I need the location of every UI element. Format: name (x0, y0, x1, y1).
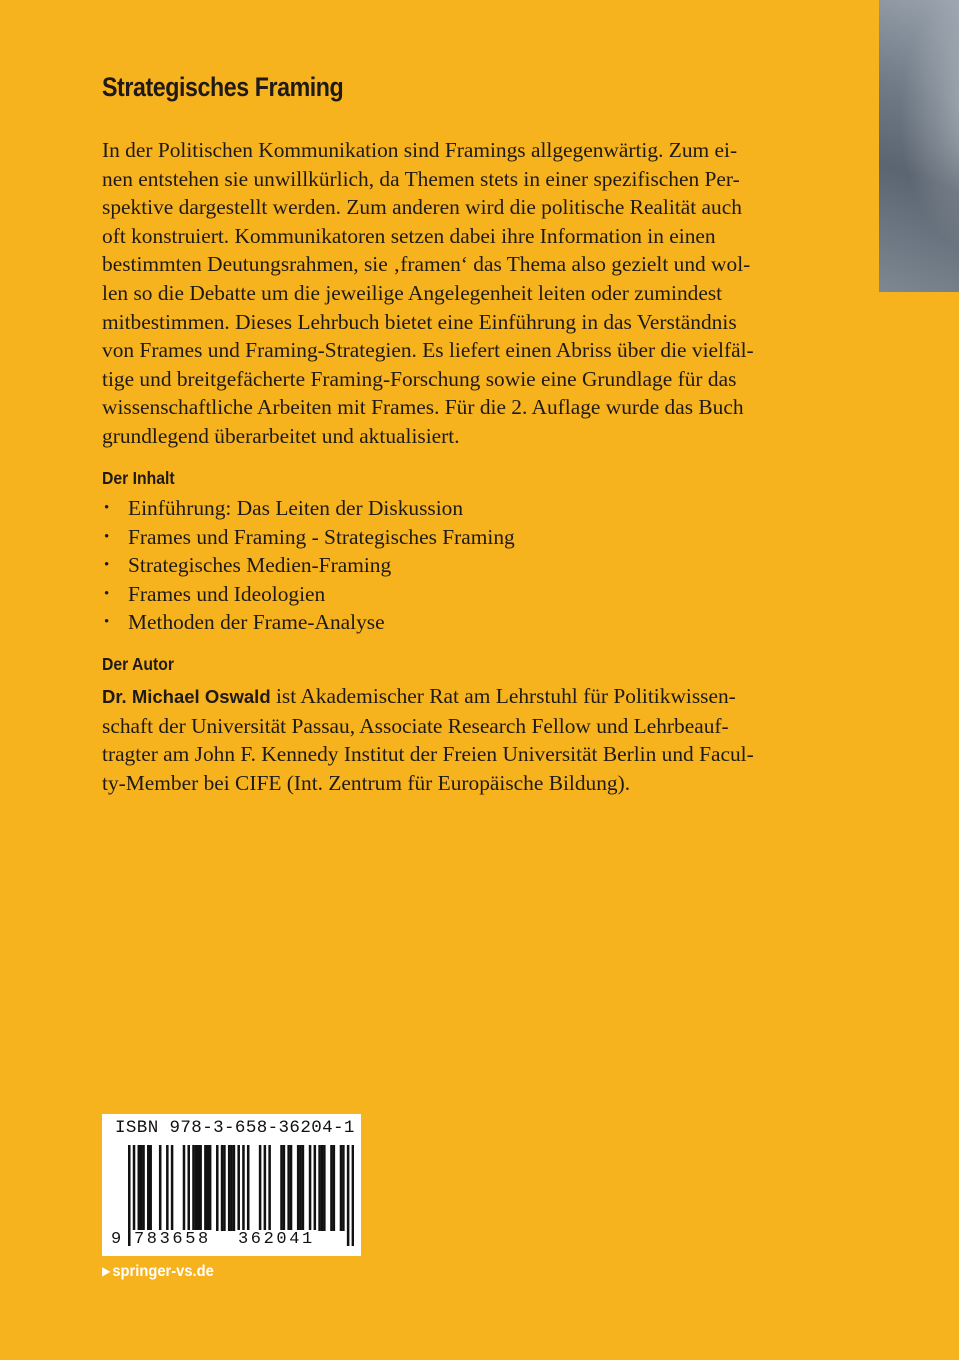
contents-heading: Der Inhalt (102, 468, 175, 488)
ean-right-digits: 362041 (238, 1230, 315, 1249)
barcode-bar (209, 1145, 212, 1231)
barcode-bar (230, 1145, 233, 1231)
barcode-bar (195, 1145, 198, 1231)
corner-swoosh-decoration (879, 0, 959, 292)
barcode-bar (314, 1145, 317, 1231)
author-heading: Der Autor (102, 654, 175, 674)
list-item-text: Frames und Framing - Strategisches Framing (128, 524, 515, 549)
barcode-bar (318, 1145, 321, 1231)
barcode-bar (204, 1145, 207, 1231)
barcode-bar (197, 1145, 200, 1231)
author-bio-line: schaft der Universität Passau, Associate Research Fellow und Lehrbeauf- (102, 713, 729, 738)
barcode-bar (290, 1145, 293, 1231)
barcode-bar (280, 1145, 283, 1231)
barcode-bar (323, 1145, 326, 1231)
barcode-bar (264, 1145, 267, 1231)
list-item-text: Strategisches Medien-Framing (128, 553, 392, 577)
blurb-line: oft konstruiert. Kommunikatoren setzen dabei ihre Information in einen (102, 223, 716, 248)
barcode-bar (342, 1145, 345, 1231)
barcode-bar (297, 1145, 300, 1231)
author-name: Dr. Michael Oswald (102, 686, 271, 707)
barcode-bar (199, 1145, 202, 1231)
barcode-bar (321, 1145, 324, 1231)
list-item-text: Einführung: Das Leiten der Diskussion (128, 496, 464, 520)
barcode-bar (287, 1145, 290, 1231)
list-item-text: Frames und Ideologien (128, 581, 326, 606)
isbn-barcode (102, 1114, 361, 1256)
list-item (102, 523, 515, 552)
barcode-bar (302, 1145, 305, 1231)
bullet-icon: • (104, 500, 110, 516)
blurb-line: In der Politischen Kommunikation sind Framings allgegenwärtig. Zum ei- (102, 138, 738, 162)
list-item (102, 580, 515, 609)
barcode-bar (309, 1145, 312, 1231)
barcode-bar (340, 1145, 343, 1231)
list-item-text: Methoden der Frame-Analyse (128, 610, 385, 634)
publisher-url-text: springer-vs.de (112, 1263, 214, 1280)
author-bio (102, 682, 814, 797)
ean-first-digit: 9 (111, 1230, 122, 1249)
barcode-bar (283, 1145, 286, 1231)
blurb-line: von Frames und Framing-Strategien. Es liefert einen Abriss über die vielfäl- (102, 338, 754, 363)
barcode-bar (192, 1145, 195, 1231)
ean-digits (111, 1230, 357, 1252)
isbn-number: ISBN 978-3-658-36204-1 (115, 1118, 355, 1138)
ean-left-digits: 783658 (134, 1230, 211, 1249)
publisher-link[interactable] (102, 1263, 214, 1281)
blurb-line: wissenschaftliche Arbeiten mit Frames. Für die 2. Auflage wurde das Buch (102, 395, 744, 420)
book-description (102, 136, 814, 451)
play-arrow-icon: ▶ (102, 1264, 111, 1278)
barcode-bar (330, 1145, 333, 1231)
barcode-bar (268, 1145, 271, 1231)
barcode-bar (159, 1145, 162, 1231)
blurb-line: len so die Debatte um die jeweilige Angelegenheit leiten oder zumindest (102, 280, 723, 305)
author-bio-line: tragter am John F. Kennedy Institut der Freien Universität Berlin und Facul- (102, 742, 754, 767)
barcode-bar (149, 1145, 152, 1231)
bullet-icon: • (104, 585, 110, 602)
barcode-bar (333, 1145, 336, 1231)
barcode-bar (228, 1145, 231, 1231)
barcode-bar (187, 1145, 190, 1231)
barcode-bar (171, 1145, 174, 1231)
blurb-line: nen entstehen sie unwillkürlich, da Themen stets in einer spezifischen Per- (102, 166, 740, 191)
barcode-bar (299, 1145, 302, 1231)
barcode-bar (147, 1145, 150, 1231)
list-item (102, 551, 515, 580)
blurb-line: spektive dargestellt werden. Zum anderen wird die politische Realität auch (102, 195, 742, 220)
blurb-line: tige und breitgefächerte Framing-Forschung sowie eine Grundlage für das (102, 366, 737, 391)
barcode-bar (138, 1145, 141, 1231)
list-item (102, 494, 515, 523)
barcode-bar (142, 1145, 145, 1231)
barcode-bar (223, 1145, 226, 1231)
barcode-bar (259, 1145, 262, 1231)
barcode-bar (221, 1145, 224, 1231)
book-title: Strategisches Framing (102, 72, 344, 102)
barcode-bar (183, 1145, 186, 1231)
blurb-line: grundlegend überarbeitet und aktualisiert. (102, 423, 460, 448)
barcode-bar (207, 1145, 210, 1231)
bullet-icon: • (104, 528, 110, 545)
cover-corner-graphic (879, 0, 959, 292)
barcode-bar (140, 1145, 143, 1231)
barcode-bar (233, 1145, 236, 1231)
list-item (102, 608, 515, 637)
author-bio-line: ist Akademischer Rat am Lehrstuhl für Politikwissen- (270, 684, 736, 708)
barcode-bar (216, 1145, 219, 1231)
bullet-icon: • (104, 614, 110, 630)
blurb-line: mitbestimmen. Dieses Lehrbuch bietet eine Einführung in das Verständnis (102, 309, 737, 334)
blurb-line: bestimmten Deutungsrahmen, sie ‚framen‘ das Thema also gezielt und wol- (102, 252, 751, 277)
barcode-bar (166, 1145, 169, 1231)
contents-list (102, 494, 515, 637)
barcode-bar (247, 1145, 250, 1231)
bullet-icon: • (104, 557, 110, 573)
author-bio-line: ty-Member bei CIFE (Int. Zentrum für Europäische Bildung). (102, 770, 631, 795)
